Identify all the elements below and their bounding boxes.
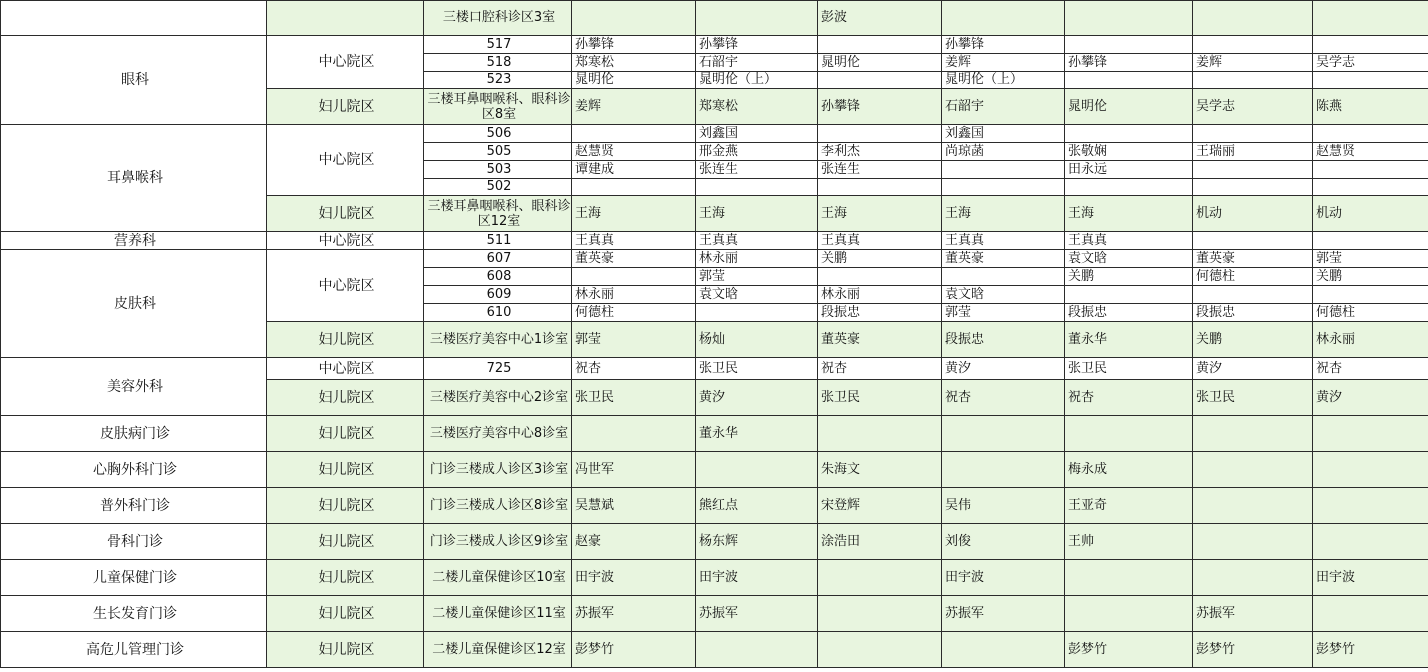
doctor-cell	[1193, 125, 1313, 143]
room-cell: 门诊三楼成人诊区3诊室	[424, 452, 572, 488]
doctor-cell: 王真真	[942, 232, 1065, 250]
table-row	[1, 416, 1428, 452]
doctor-cell: 苏振军	[572, 596, 696, 632]
doctor-cell: 张卫民	[1065, 358, 1193, 380]
doctor-cell: 张连生	[818, 161, 942, 179]
doctor-cell: 石韶宇	[696, 54, 818, 72]
table-row	[1, 488, 1428, 524]
doctor-cell: 姜辉	[1193, 54, 1313, 72]
doctor-cell	[818, 416, 942, 452]
doctor-cell: 熊红点	[696, 488, 818, 524]
doctor-cell	[1065, 125, 1193, 143]
doctor-cell: 王帅	[1065, 524, 1193, 560]
doctor-cell	[942, 452, 1065, 488]
campus-cell: 妇儿院区	[267, 89, 424, 125]
doctor-cell: 祝杏	[818, 358, 942, 380]
doctor-cell	[1313, 161, 1428, 179]
doctor-cell	[696, 452, 818, 488]
doctor-cell	[572, 179, 696, 196]
doctor-cell: 赵慧贤	[572, 143, 696, 161]
room-cell: 505	[424, 143, 572, 161]
doctor-cell: 田宇波	[572, 560, 696, 596]
doctor-cell	[572, 268, 696, 286]
doctor-cell	[1313, 72, 1428, 89]
doctor-cell: 郭莹	[696, 268, 818, 286]
doctor-cell	[1193, 72, 1313, 89]
doctor-cell: 孙攀锋	[572, 36, 696, 54]
doctor-cell	[942, 268, 1065, 286]
doctor-cell: 张卫民	[696, 358, 818, 380]
doctor-cell: 刘鑫国	[942, 125, 1065, 143]
department-cell: 儿童保健门诊	[1, 560, 267, 596]
doctor-cell	[1193, 161, 1313, 179]
doctor-cell: 董英豪	[942, 250, 1065, 268]
doctor-cell: 袁文晗	[1065, 250, 1193, 268]
doctor-cell: 杨灿	[696, 322, 818, 358]
doctor-cell: 机动	[1313, 196, 1428, 232]
doctor-cell	[1313, 179, 1428, 196]
doctor-cell: 陈燕	[1313, 89, 1428, 125]
doctor-cell: 谭建成	[572, 161, 696, 179]
doctor-cell: 苏振军	[1193, 596, 1313, 632]
doctor-cell: 黄汐	[1193, 358, 1313, 380]
room-cell: 二楼儿童保健诊区10室	[424, 560, 572, 596]
campus-cell: 妇儿院区	[267, 322, 424, 358]
doctor-cell	[942, 416, 1065, 452]
campus-cell: 中心院区	[267, 125, 424, 196]
doctor-cell: 王真真	[572, 232, 696, 250]
room-cell: 门诊三楼成人诊区8诊室	[424, 488, 572, 524]
doctor-cell	[1313, 452, 1428, 488]
doctor-cell: 田永远	[1065, 161, 1193, 179]
doctor-cell: 王海	[696, 196, 818, 232]
doctor-cell: 祝杏	[572, 358, 696, 380]
doctor-cell	[818, 36, 942, 54]
room-cell: 511	[424, 232, 572, 250]
doctor-cell	[1193, 179, 1313, 196]
doctor-cell	[942, 161, 1065, 179]
schedule-body	[1, 1, 1428, 668]
doctor-cell: 董永华	[1065, 322, 1193, 358]
doctor-cell: 王亚奇	[1065, 488, 1193, 524]
doctor-cell	[1193, 524, 1313, 560]
doctor-cell	[942, 632, 1065, 668]
department-cell: 皮肤科	[1, 250, 267, 358]
doctor-cell: 王海	[818, 196, 942, 232]
doctor-cell: 林永丽	[818, 286, 942, 304]
doctor-cell: 尚琼菡	[942, 143, 1065, 161]
room-cell: 725	[424, 358, 572, 380]
table-row	[1, 1, 1428, 36]
doctor-cell	[1313, 596, 1428, 632]
table-row	[1, 250, 1428, 268]
doctor-cell	[1065, 560, 1193, 596]
doctor-cell: 张连生	[696, 161, 818, 179]
department-cell: 高危儿管理门诊	[1, 632, 267, 668]
doctor-cell	[1065, 36, 1193, 54]
doctor-cell: 孙攀锋	[818, 89, 942, 125]
doctor-cell	[572, 125, 696, 143]
doctor-cell: 林永丽	[696, 250, 818, 268]
room-cell: 518	[424, 54, 572, 72]
doctor-cell: 林永丽	[1313, 322, 1428, 358]
doctor-cell: 林永丽	[572, 286, 696, 304]
doctor-cell: 彭梦竹	[1193, 632, 1313, 668]
doctor-cell	[1193, 488, 1313, 524]
room-cell: 三楼耳鼻咽喉科、眼科诊区8室	[424, 89, 572, 125]
department-cell: 耳鼻喉科	[1, 125, 267, 232]
doctor-cell	[696, 179, 818, 196]
doctor-cell: 段振忠	[1193, 304, 1313, 322]
department-cell: 普外科门诊	[1, 488, 267, 524]
room-cell: 609	[424, 286, 572, 304]
doctor-cell: 郑寒松	[572, 54, 696, 72]
campus-cell: 妇儿院区	[267, 596, 424, 632]
doctor-cell: 机动	[1193, 196, 1313, 232]
campus-cell: 妇儿院区	[267, 632, 424, 668]
doctor-cell	[1313, 286, 1428, 304]
table-row	[1, 125, 1428, 143]
doctor-cell: 郭莹	[1313, 250, 1428, 268]
doctor-cell: 关鹏	[818, 250, 942, 268]
doctor-cell	[1313, 125, 1428, 143]
doctor-cell	[1065, 286, 1193, 304]
doctor-cell	[1313, 488, 1428, 524]
doctor-cell: 孙攀锋	[942, 36, 1065, 54]
doctor-cell: 王真真	[818, 232, 942, 250]
room-cell: 517	[424, 36, 572, 54]
doctor-cell: 祝杏	[1065, 380, 1193, 416]
doctor-cell: 董永华	[696, 416, 818, 452]
doctor-cell	[1065, 596, 1193, 632]
campus-cell: 中心院区	[267, 358, 424, 380]
room-cell: 二楼儿童保健诊区11室	[424, 596, 572, 632]
campus-cell: 妇儿院区	[267, 452, 424, 488]
campus-cell: 中心院区	[267, 36, 424, 89]
doctor-cell: 晁明伦（上）	[696, 72, 818, 89]
table-row	[1, 358, 1428, 380]
doctor-cell: 段振忠	[942, 322, 1065, 358]
doctor-cell: 赵豪	[572, 524, 696, 560]
doctor-cell	[818, 560, 942, 596]
doctor-cell: 晁明伦（上）	[942, 72, 1065, 89]
department-cell	[1, 1, 267, 36]
doctor-cell: 彭梦竹	[572, 632, 696, 668]
department-cell: 眼科	[1, 36, 267, 125]
doctor-cell	[1193, 560, 1313, 596]
doctor-cell: 关鹏	[1065, 268, 1193, 286]
campus-cell: 中心院区	[267, 250, 424, 322]
doctor-cell: 晁明伦	[1065, 89, 1193, 125]
doctor-cell	[1193, 36, 1313, 54]
campus-cell	[267, 1, 424, 36]
doctor-cell: 王真真	[696, 232, 818, 250]
table-row	[1, 596, 1428, 632]
doctor-cell	[1065, 72, 1193, 89]
room-cell: 二楼儿童保健诊区12室	[424, 632, 572, 668]
department-cell: 皮肤病门诊	[1, 416, 267, 452]
doctor-cell	[1065, 1, 1193, 36]
room-cell: 608	[424, 268, 572, 286]
doctor-cell: 吴学志	[1313, 54, 1428, 72]
doctor-cell: 晁明伦	[818, 54, 942, 72]
doctor-cell: 袁文晗	[696, 286, 818, 304]
campus-cell: 妇儿院区	[267, 524, 424, 560]
table-row	[1, 36, 1428, 54]
doctor-cell: 郭莹	[942, 304, 1065, 322]
doctor-cell	[1193, 452, 1313, 488]
doctor-cell	[696, 632, 818, 668]
doctor-cell: 苏振军	[942, 596, 1065, 632]
doctor-cell	[818, 125, 942, 143]
table-row	[1, 560, 1428, 596]
doctor-cell: 杨东辉	[696, 524, 818, 560]
doctor-cell	[1313, 232, 1428, 250]
doctor-cell: 梅永成	[1065, 452, 1193, 488]
room-cell: 三楼耳鼻咽喉科、眼科诊区12室	[424, 196, 572, 232]
doctor-cell	[818, 72, 942, 89]
doctor-cell: 张卫民	[818, 380, 942, 416]
table-row	[1, 452, 1428, 488]
doctor-cell: 王海	[942, 196, 1065, 232]
doctor-cell: 吴伟	[942, 488, 1065, 524]
doctor-cell: 彭波	[818, 1, 942, 36]
doctor-cell	[942, 1, 1065, 36]
table-row	[1, 632, 1428, 668]
doctor-cell: 关鹏	[1313, 268, 1428, 286]
table-row	[1, 232, 1428, 250]
doctor-cell: 张卫民	[1193, 380, 1313, 416]
doctor-cell	[942, 179, 1065, 196]
doctor-cell: 王真真	[1065, 232, 1193, 250]
table-row	[1, 524, 1428, 560]
doctor-cell	[1193, 1, 1313, 36]
doctor-cell: 张卫民	[572, 380, 696, 416]
doctor-cell	[1313, 524, 1428, 560]
doctor-cell	[1313, 416, 1428, 452]
campus-cell: 妇儿院区	[267, 488, 424, 524]
room-cell: 503	[424, 161, 572, 179]
doctor-cell: 冯世军	[572, 452, 696, 488]
campus-cell: 妇儿院区	[267, 380, 424, 416]
doctor-cell	[696, 304, 818, 322]
doctor-cell: 田宇波	[942, 560, 1065, 596]
doctor-cell: 董英豪	[818, 322, 942, 358]
room-cell: 502	[424, 179, 572, 196]
doctor-cell: 吴慧斌	[572, 488, 696, 524]
doctor-cell: 朱海文	[818, 452, 942, 488]
doctor-cell: 李利杰	[818, 143, 942, 161]
doctor-cell	[818, 268, 942, 286]
doctor-cell: 涂浩田	[818, 524, 942, 560]
doctor-cell: 吴学志	[1193, 89, 1313, 125]
doctor-cell: 姜辉	[942, 54, 1065, 72]
doctor-cell	[818, 596, 942, 632]
doctor-cell: 董英豪	[572, 250, 696, 268]
room-cell: 门诊三楼成人诊区9诊室	[424, 524, 572, 560]
doctor-cell: 郭莹	[572, 322, 696, 358]
room-cell: 三楼医疗美容中心1诊室	[424, 322, 572, 358]
doctor-cell: 段振忠	[818, 304, 942, 322]
doctor-cell: 苏振军	[696, 596, 818, 632]
doctor-cell: 孙攀锋	[1065, 54, 1193, 72]
doctor-cell	[572, 1, 696, 36]
doctor-cell	[1193, 232, 1313, 250]
campus-cell: 妇儿院区	[267, 560, 424, 596]
doctor-cell: 刘俊	[942, 524, 1065, 560]
doctor-cell: 赵慧贤	[1313, 143, 1428, 161]
room-cell: 三楼医疗美容中心8诊室	[424, 416, 572, 452]
doctor-cell: 郑寒松	[696, 89, 818, 125]
doctor-cell: 何德柱	[1313, 304, 1428, 322]
doctor-cell	[1065, 179, 1193, 196]
room-cell: 607	[424, 250, 572, 268]
doctor-cell	[572, 416, 696, 452]
doctor-cell: 何德柱	[572, 304, 696, 322]
doctor-cell: 董英豪	[1193, 250, 1313, 268]
room-cell: 523	[424, 72, 572, 89]
doctor-cell	[696, 1, 818, 36]
doctor-cell: 黄汐	[696, 380, 818, 416]
doctor-cell: 王海	[572, 196, 696, 232]
room-cell: 三楼医疗美容中心2诊室	[424, 380, 572, 416]
campus-cell: 妇儿院区	[267, 196, 424, 232]
doctor-cell	[1313, 36, 1428, 54]
doctor-cell: 宋登辉	[818, 488, 942, 524]
doctor-cell: 黄汐	[1313, 380, 1428, 416]
doctor-cell: 关鹏	[1193, 322, 1313, 358]
doctor-cell	[818, 632, 942, 668]
doctor-cell	[1193, 286, 1313, 304]
doctor-cell: 邢金燕	[696, 143, 818, 161]
doctor-cell	[818, 179, 942, 196]
room-cell: 506	[424, 125, 572, 143]
doctor-cell: 姜辉	[572, 89, 696, 125]
doctor-cell: 段振忠	[1065, 304, 1193, 322]
doctor-cell: 石韶宇	[942, 89, 1065, 125]
room-cell: 三楼口腔科诊区3室	[424, 1, 572, 36]
campus-cell: 中心院区	[267, 232, 424, 250]
department-cell: 生长发育门诊	[1, 596, 267, 632]
department-cell: 骨科门诊	[1, 524, 267, 560]
doctor-cell: 孙攀锋	[696, 36, 818, 54]
department-cell: 美容外科	[1, 358, 267, 416]
department-cell: 营养科	[1, 232, 267, 250]
doctor-cell: 田宇波	[696, 560, 818, 596]
doctor-cell: 彭梦竹	[1313, 632, 1428, 668]
doctor-cell: 祝杏	[942, 380, 1065, 416]
doctor-cell: 刘鑫国	[696, 125, 818, 143]
room-cell: 610	[424, 304, 572, 322]
doctor-cell	[1193, 416, 1313, 452]
campus-cell: 妇儿院区	[267, 416, 424, 452]
doctor-cell	[1313, 1, 1428, 36]
doctor-cell	[1065, 416, 1193, 452]
doctor-cell: 王瑞丽	[1193, 143, 1313, 161]
doctor-cell: 袁文晗	[942, 286, 1065, 304]
doctor-cell: 张敬娴	[1065, 143, 1193, 161]
doctor-cell: 彭梦竹	[1065, 632, 1193, 668]
doctor-cell: 晁明伦	[572, 72, 696, 89]
doctor-cell: 王海	[1065, 196, 1193, 232]
department-cell: 心胸外科门诊	[1, 452, 267, 488]
doctor-cell: 祝杏	[1313, 358, 1428, 380]
doctor-cell: 何德柱	[1193, 268, 1313, 286]
doctor-cell: 田宇波	[1313, 560, 1428, 596]
doctor-cell: 黄汐	[942, 358, 1065, 380]
